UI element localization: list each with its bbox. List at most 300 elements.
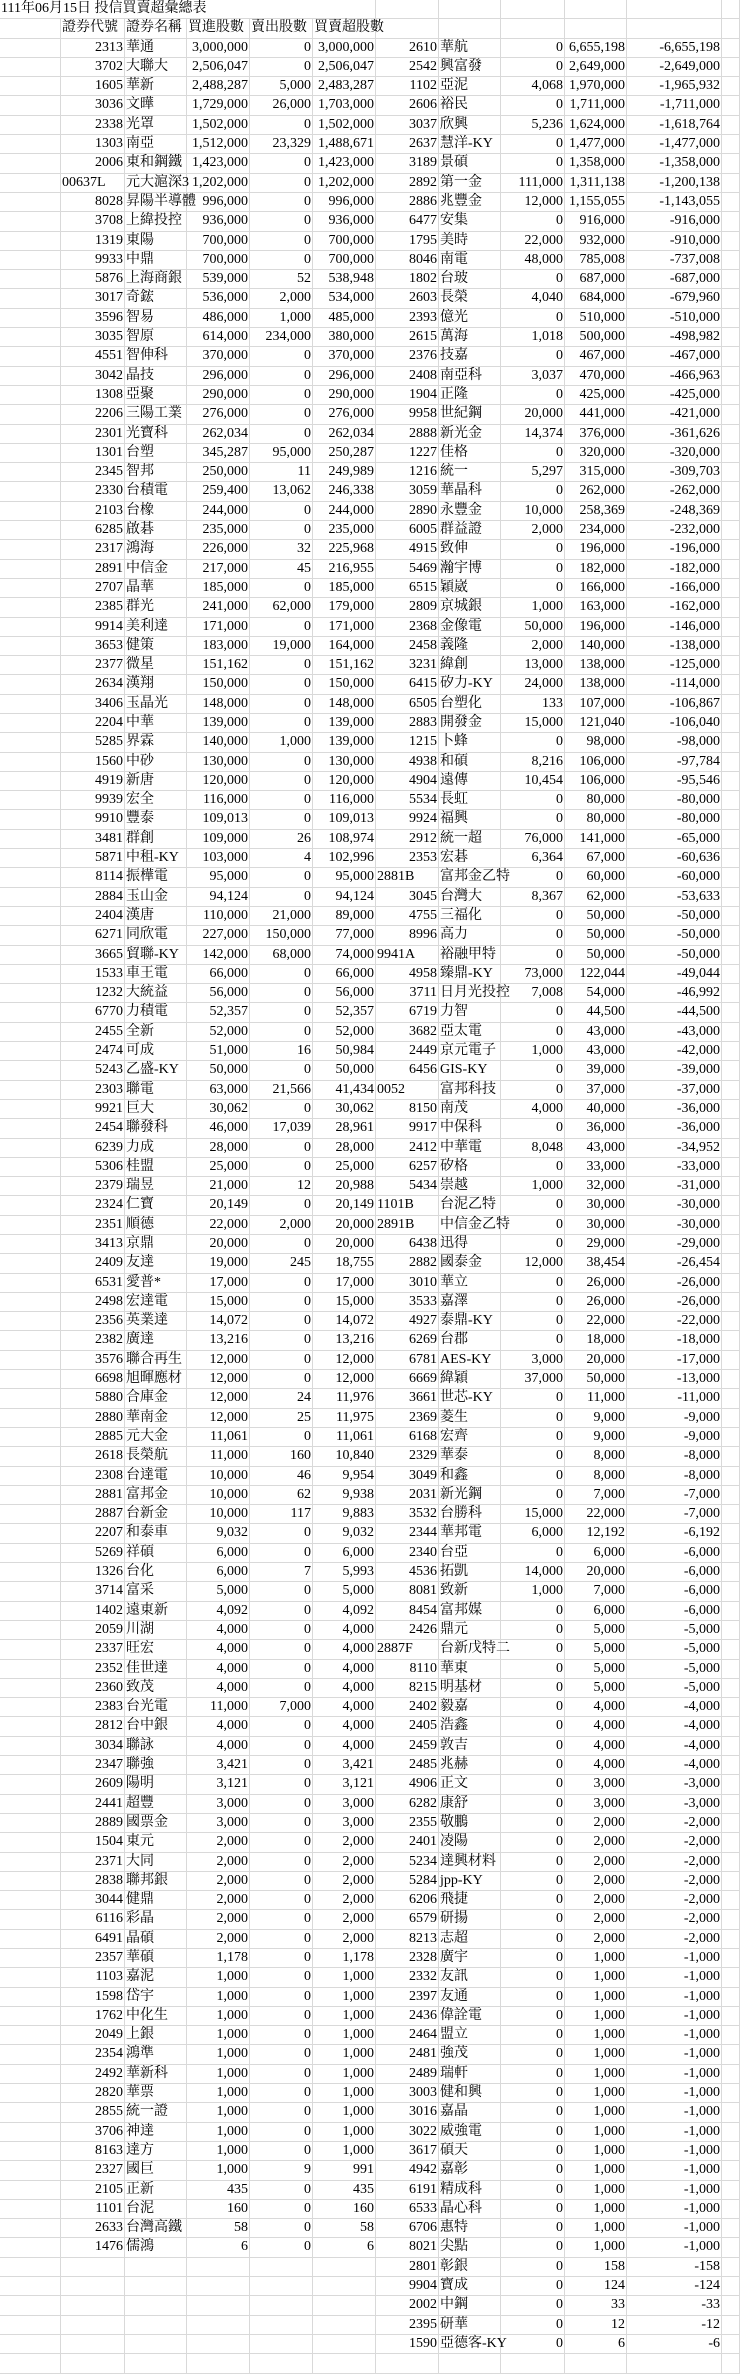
right-code-cell[interactable]: 2393 bbox=[376, 309, 439, 327]
empty-cell[interactable] bbox=[0, 1370, 61, 1388]
right-sell-cell[interactable]: 687,000 bbox=[565, 270, 627, 288]
empty-cell[interactable] bbox=[0, 965, 61, 983]
empty-cell[interactable] bbox=[722, 926, 740, 944]
left-buy-cell[interactable]: 20,149 bbox=[187, 1196, 250, 1214]
empty-cell[interactable] bbox=[722, 289, 740, 307]
right-name-cell[interactable]: 盟立 bbox=[439, 2026, 501, 2044]
left-buy-cell[interactable]: 1,512,000 bbox=[187, 135, 250, 153]
left-code-cell[interactable]: 2383 bbox=[61, 1698, 125, 1716]
empty-cell[interactable] bbox=[0, 58, 61, 76]
left-net-cell[interactable]: 11,975 bbox=[313, 1409, 376, 1427]
right-code-cell[interactable]: 1904 bbox=[376, 386, 439, 404]
left-code-cell[interactable]: 4551 bbox=[61, 347, 125, 365]
empty-cell[interactable] bbox=[0, 1061, 61, 1079]
empty-cell[interactable] bbox=[0, 656, 61, 674]
empty-cell[interactable] bbox=[125, 2354, 187, 2372]
right-name-cell[interactable]: 開發金 bbox=[439, 714, 501, 732]
left-sell-cell[interactable]: 0 bbox=[250, 425, 313, 443]
left-sell-cell[interactable]: 25 bbox=[250, 1409, 313, 1427]
left-net-cell[interactable]: 1,000 bbox=[313, 2026, 376, 2044]
empty-cell[interactable] bbox=[722, 1139, 740, 1157]
right-net-cell[interactable]: -425,000 bbox=[627, 386, 722, 404]
left-buy-cell[interactable]: 2,000 bbox=[187, 1833, 250, 1851]
right-code-cell[interactable]: 3003 bbox=[376, 2084, 439, 2102]
left-name-cell[interactable]: 南亞 bbox=[125, 135, 187, 153]
right-code-cell[interactable]: 6515 bbox=[376, 579, 439, 597]
left-net-cell[interactable]: 4,000 bbox=[313, 1640, 376, 1658]
empty-cell[interactable] bbox=[0, 1968, 61, 1986]
right-buy-cell[interactable]: 0 bbox=[501, 1602, 565, 1620]
empty-cell[interactable] bbox=[0, 1254, 61, 1272]
right-name-cell[interactable]: 拓凱 bbox=[439, 1563, 501, 1581]
left-buy-cell[interactable]: 12,000 bbox=[187, 1370, 250, 1388]
left-net-cell[interactable]: 20,000 bbox=[313, 1216, 376, 1234]
right-sell-cell[interactable]: 932,000 bbox=[565, 232, 627, 250]
left-sell-cell[interactable]: 0 bbox=[250, 1833, 313, 1851]
right-net-cell[interactable]: -26,000 bbox=[627, 1274, 722, 1292]
left-buy-cell[interactable]: 56,000 bbox=[187, 984, 250, 1002]
right-sell-cell[interactable]: 1,000 bbox=[565, 2238, 627, 2256]
right-code-cell[interactable]: 2606 bbox=[376, 96, 439, 114]
right-name-cell[interactable]: 致伸 bbox=[439, 540, 501, 558]
right-sell-cell[interactable]: 1,311,138 bbox=[565, 174, 627, 192]
left-code-cell[interactable]: 6531 bbox=[61, 1274, 125, 1292]
left-net-cell[interactable]: 244,000 bbox=[313, 502, 376, 520]
left-code-cell[interactable]: 2633 bbox=[61, 2219, 125, 2237]
left-code-cell[interactable]: 2498 bbox=[61, 1293, 125, 1311]
right-buy-cell[interactable]: 10,454 bbox=[501, 772, 565, 790]
right-name-cell[interactable]: 正文 bbox=[439, 1775, 501, 1793]
left-name-cell[interactable]: 京鼎 bbox=[125, 1235, 187, 1253]
left-buy-cell[interactable]: 95,000 bbox=[187, 868, 250, 886]
empty-cell[interactable] bbox=[565, 2354, 627, 2372]
right-name-cell[interactable]: 長虹 bbox=[439, 791, 501, 809]
left-net-cell[interactable]: 28,000 bbox=[313, 1139, 376, 1157]
empty-cell[interactable] bbox=[722, 1968, 740, 1986]
left-sell-cell[interactable]: 0 bbox=[250, 1853, 313, 1871]
empty-cell[interactable] bbox=[0, 1795, 61, 1813]
left-net-cell[interactable]: 95,000 bbox=[313, 868, 376, 886]
right-code-cell[interactable]: 2458 bbox=[376, 637, 439, 655]
right-net-cell[interactable]: -166,000 bbox=[627, 579, 722, 597]
left-buy-cell[interactable]: 160 bbox=[187, 2200, 250, 2218]
left-name-cell[interactable]: 和泰車 bbox=[125, 1524, 187, 1542]
right-buy-cell[interactable]: 0 bbox=[501, 2335, 565, 2353]
right-name-cell[interactable]: 宏碁 bbox=[439, 849, 501, 867]
right-buy-cell[interactable]: 111,000 bbox=[501, 174, 565, 192]
right-buy-cell[interactable]: 0 bbox=[501, 1968, 565, 1986]
empty-cell[interactable] bbox=[0, 1100, 61, 1118]
right-name-cell[interactable]: GIS-KY bbox=[439, 1061, 501, 1079]
right-net-cell[interactable]: -50,000 bbox=[627, 926, 722, 944]
empty-cell[interactable] bbox=[722, 502, 740, 520]
left-buy-cell[interactable]: 2,000 bbox=[187, 1891, 250, 1909]
empty-cell[interactable] bbox=[722, 1312, 740, 1330]
right-code-cell[interactable]: 3231 bbox=[376, 656, 439, 674]
right-net-cell[interactable]: -43,000 bbox=[627, 1023, 722, 1041]
right-code-cell[interactable]: 3682 bbox=[376, 1023, 439, 1041]
left-sell-cell[interactable]: 24 bbox=[250, 1389, 313, 1407]
left-code-cell[interactable]: 3044 bbox=[61, 1891, 125, 1909]
left-buy-cell[interactable]: 217,000 bbox=[187, 560, 250, 578]
right-sell-cell[interactable]: 510,000 bbox=[565, 309, 627, 327]
left-buy-cell[interactable]: 50,000 bbox=[187, 1061, 250, 1079]
right-sell-cell[interactable]: 684,000 bbox=[565, 289, 627, 307]
left-net-cell[interactable]: 139,000 bbox=[313, 733, 376, 751]
right-buy-cell[interactable]: 1,000 bbox=[501, 1042, 565, 1060]
empty-cell[interactable] bbox=[0, 1042, 61, 1060]
right-net-cell[interactable]: -97,784 bbox=[627, 753, 722, 771]
left-buy-cell[interactable]: 435 bbox=[187, 2181, 250, 2199]
right-name-cell[interactable]: 浩鑫 bbox=[439, 1717, 501, 1735]
right-sell-cell[interactable]: 6,655,198 bbox=[565, 39, 627, 57]
empty-cell[interactable] bbox=[722, 1254, 740, 1272]
right-name-cell[interactable]: 日月光投控 bbox=[439, 984, 501, 1002]
empty-cell[interactable] bbox=[376, 19, 439, 37]
empty-cell[interactable] bbox=[722, 1196, 740, 1214]
right-sell-cell[interactable]: 60,000 bbox=[565, 868, 627, 886]
right-sell-cell[interactable]: 1,000 bbox=[565, 1949, 627, 1967]
right-net-cell[interactable]: -1,000 bbox=[627, 2045, 722, 2063]
right-buy-cell[interactable]: 1,000 bbox=[501, 1582, 565, 1600]
right-buy-cell[interactable]: 3,000 bbox=[501, 1351, 565, 1369]
right-buy-cell[interactable]: 0 bbox=[501, 154, 565, 172]
right-name-cell[interactable]: 富邦科技 bbox=[439, 1081, 501, 1099]
left-net-cell[interactable]: 160 bbox=[313, 2200, 376, 2218]
right-net-cell[interactable]: -1,000 bbox=[627, 2065, 722, 2083]
left-sell-cell[interactable]: 0 bbox=[250, 2065, 313, 2083]
empty-cell[interactable] bbox=[0, 1486, 61, 1504]
left-name-cell[interactable]: 順德 bbox=[125, 1216, 187, 1234]
right-sell-cell[interactable]: 2,649,000 bbox=[565, 58, 627, 76]
left-net-cell[interactable]: 4,000 bbox=[313, 1717, 376, 1735]
right-code-cell[interactable]: 2344 bbox=[376, 1524, 439, 1542]
left-net-cell[interactable]: 991 bbox=[313, 2161, 376, 2179]
right-buy-cell[interactable]: 0 bbox=[501, 2026, 565, 2044]
left-code-cell[interactable]: 5285 bbox=[61, 733, 125, 751]
right-net-cell[interactable]: -2,000 bbox=[627, 1833, 722, 1851]
right-sell-cell[interactable]: 1,000 bbox=[565, 2065, 627, 2083]
right-name-cell[interactable]: 臻鼎-KY bbox=[439, 965, 501, 983]
empty-cell[interactable] bbox=[187, 2335, 250, 2353]
right-sell-cell[interactable]: 67,000 bbox=[565, 849, 627, 867]
left-net-cell[interactable]: 171,000 bbox=[313, 618, 376, 636]
right-name-cell[interactable]: 慧洋-KY bbox=[439, 135, 501, 153]
right-name-cell[interactable]: 第一金 bbox=[439, 174, 501, 192]
left-name-cell[interactable]: 可成 bbox=[125, 1042, 187, 1060]
right-net-cell[interactable]: -5,000 bbox=[627, 1679, 722, 1697]
left-name-cell[interactable]: 大統益 bbox=[125, 984, 187, 1002]
empty-cell[interactable] bbox=[0, 309, 61, 327]
left-sell-cell[interactable]: 45 bbox=[250, 560, 313, 578]
right-buy-cell[interactable]: 0 bbox=[501, 1872, 565, 1890]
left-net-cell[interactable]: 2,000 bbox=[313, 1910, 376, 1928]
left-net-cell[interactable]: 3,121 bbox=[313, 1775, 376, 1793]
right-sell-cell[interactable]: 2,000 bbox=[565, 1930, 627, 1948]
left-sell-cell[interactable]: 17,039 bbox=[250, 1119, 313, 1137]
right-net-cell[interactable]: -22,000 bbox=[627, 1312, 722, 1330]
left-sell-cell[interactable]: 0 bbox=[250, 965, 313, 983]
right-name-cell[interactable]: 華東 bbox=[439, 1660, 501, 1678]
right-code-cell[interactable]: 4904 bbox=[376, 772, 439, 790]
right-code-cell[interactable]: 2459 bbox=[376, 1737, 439, 1755]
right-sell-cell[interactable]: 1,358,000 bbox=[565, 154, 627, 172]
right-buy-cell[interactable]: 0 bbox=[501, 2161, 565, 2179]
empty-cell[interactable] bbox=[0, 810, 61, 828]
right-net-cell[interactable]: -50,000 bbox=[627, 946, 722, 964]
right-code-cell[interactable]: 2886 bbox=[376, 193, 439, 211]
left-net-cell[interactable]: 6,000 bbox=[313, 1544, 376, 1562]
left-buy-cell[interactable]: 1,000 bbox=[187, 2065, 250, 2083]
empty-cell[interactable] bbox=[187, 2258, 250, 2276]
right-code-cell[interactable]: 2405 bbox=[376, 1717, 439, 1735]
right-name-cell[interactable]: 瀚宇博 bbox=[439, 560, 501, 578]
right-name-cell[interactable]: 中保科 bbox=[439, 1119, 501, 1137]
empty-cell[interactable] bbox=[0, 1312, 61, 1330]
left-net-cell[interactable]: 66,000 bbox=[313, 965, 376, 983]
left-net-cell[interactable]: 13,216 bbox=[313, 1331, 376, 1349]
empty-cell[interactable] bbox=[0, 386, 61, 404]
empty-cell[interactable] bbox=[0, 1833, 61, 1851]
empty-cell[interactable] bbox=[0, 618, 61, 636]
left-buy-cell[interactable]: 700,000 bbox=[187, 232, 250, 250]
empty-cell[interactable] bbox=[722, 77, 740, 95]
right-net-cell[interactable]: -2,000 bbox=[627, 1853, 722, 1871]
right-sell-cell[interactable]: 258,369 bbox=[565, 502, 627, 520]
right-buy-cell[interactable]: 0 bbox=[501, 560, 565, 578]
left-buy-cell[interactable]: 148,000 bbox=[187, 695, 250, 713]
right-code-cell[interactable]: 2481 bbox=[376, 2045, 439, 2063]
right-name-cell[interactable]: 碩天 bbox=[439, 2142, 501, 2160]
left-code-cell[interactable]: 00637L bbox=[61, 174, 125, 192]
left-net-cell[interactable]: 12,000 bbox=[313, 1370, 376, 1388]
right-sell-cell[interactable]: 106,000 bbox=[565, 753, 627, 771]
right-code-cell[interactable]: 8996 bbox=[376, 926, 439, 944]
left-net-cell[interactable]: 52,000 bbox=[313, 1023, 376, 1041]
right-code-cell[interactable]: 3037 bbox=[376, 116, 439, 134]
left-name-cell[interactable]: 聯合再生 bbox=[125, 1351, 187, 1369]
right-net-cell[interactable]: -6,192 bbox=[627, 1524, 722, 1542]
right-net-cell[interactable]: -2,000 bbox=[627, 1872, 722, 1890]
right-buy-cell[interactable]: 10,000 bbox=[501, 502, 565, 520]
right-sell-cell[interactable]: 33 bbox=[565, 2296, 627, 2314]
left-code-cell[interactable]: 6491 bbox=[61, 1930, 125, 1948]
left-net-cell[interactable]: 56,000 bbox=[313, 984, 376, 1002]
left-buy-cell[interactable]: 185,000 bbox=[187, 579, 250, 597]
left-net-cell[interactable]: 1,202,000 bbox=[313, 174, 376, 192]
empty-cell[interactable] bbox=[0, 174, 61, 192]
left-sell-cell[interactable]: 0 bbox=[250, 367, 313, 385]
right-sell-cell[interactable]: 320,000 bbox=[565, 444, 627, 462]
empty-cell[interactable] bbox=[722, 2142, 740, 2160]
right-net-cell[interactable]: -13,000 bbox=[627, 1370, 722, 1388]
left-buy-cell[interactable]: 140,000 bbox=[187, 733, 250, 751]
empty-cell[interactable] bbox=[722, 1081, 740, 1099]
left-code-cell[interactable]: 1319 bbox=[61, 232, 125, 250]
left-buy-cell[interactable]: 11,061 bbox=[187, 1428, 250, 1446]
right-net-cell[interactable]: -1,000 bbox=[627, 2084, 722, 2102]
left-code-cell[interactable]: 3042 bbox=[61, 367, 125, 385]
right-sell-cell[interactable]: 2,000 bbox=[565, 1853, 627, 1871]
right-name-cell[interactable]: 偉詮電 bbox=[439, 2007, 501, 2025]
left-buy-cell[interactable]: 94,124 bbox=[187, 888, 250, 906]
right-sell-cell[interactable]: 36,000 bbox=[565, 1119, 627, 1137]
empty-cell[interactable] bbox=[722, 2007, 740, 2025]
left-buy-cell[interactable]: 227,000 bbox=[187, 926, 250, 944]
left-buy-cell[interactable]: 1,000 bbox=[187, 1968, 250, 1986]
left-buy-cell[interactable]: 12,000 bbox=[187, 1389, 250, 1407]
left-name-cell[interactable]: 車王電 bbox=[125, 965, 187, 983]
left-code-cell[interactable]: 2885 bbox=[61, 1428, 125, 1446]
left-code-cell[interactable]: 3017 bbox=[61, 289, 125, 307]
left-name-cell[interactable]: 聯詠 bbox=[125, 1737, 187, 1755]
right-buy-cell[interactable]: 0 bbox=[501, 2277, 565, 2295]
left-sell-cell[interactable]: 0 bbox=[250, 1023, 313, 1041]
empty-cell[interactable] bbox=[0, 1544, 61, 1562]
right-buy-cell[interactable]: 13,000 bbox=[501, 656, 565, 674]
right-buy-cell[interactable]: 0 bbox=[501, 1235, 565, 1253]
left-sell-cell[interactable]: 0 bbox=[250, 154, 313, 172]
left-name-cell[interactable]: 鴻準 bbox=[125, 2045, 187, 2063]
left-buy-cell[interactable]: 4,000 bbox=[187, 1679, 250, 1697]
right-sell-cell[interactable]: 1,000 bbox=[565, 2084, 627, 2102]
right-sell-cell[interactable]: 1,155,055 bbox=[565, 193, 627, 211]
left-buy-cell[interactable]: 1,202,000 bbox=[187, 174, 250, 192]
empty-cell[interactable] bbox=[313, 2335, 376, 2353]
left-net-cell[interactable]: 3,421 bbox=[313, 1756, 376, 1774]
empty-cell[interactable] bbox=[0, 695, 61, 713]
right-net-cell[interactable]: -33,000 bbox=[627, 1158, 722, 1176]
left-code-cell[interactable]: 9939 bbox=[61, 791, 125, 809]
left-name-cell[interactable]: 中信金 bbox=[125, 560, 187, 578]
right-name-cell[interactable]: 健和興 bbox=[439, 2084, 501, 2102]
empty-cell[interactable] bbox=[0, 2103, 61, 2121]
right-buy-cell[interactable]: 22,000 bbox=[501, 232, 565, 250]
left-code-cell[interactable]: 2379 bbox=[61, 1177, 125, 1195]
right-sell-cell[interactable]: 1,477,000 bbox=[565, 135, 627, 153]
empty-cell[interactable] bbox=[0, 849, 61, 867]
empty-cell[interactable] bbox=[722, 2200, 740, 2218]
empty-cell[interactable] bbox=[722, 1447, 740, 1465]
left-buy-cell[interactable]: 12,000 bbox=[187, 1409, 250, 1427]
left-buy-cell[interactable]: 17,000 bbox=[187, 1274, 250, 1292]
right-name-cell[interactable]: 美時 bbox=[439, 232, 501, 250]
left-sell-cell[interactable]: 0 bbox=[250, 1872, 313, 1890]
empty-cell[interactable] bbox=[0, 1293, 61, 1311]
right-net-cell[interactable]: -7,000 bbox=[627, 1486, 722, 1504]
right-code-cell[interactable]: 6719 bbox=[376, 1003, 439, 1021]
left-sell-cell[interactable]: 0 bbox=[250, 2123, 313, 2141]
right-sell-cell[interactable]: 158 bbox=[565, 2258, 627, 2276]
right-name-cell[interactable]: 強茂 bbox=[439, 2045, 501, 2063]
empty-cell[interactable] bbox=[0, 984, 61, 1002]
right-sell-cell[interactable]: 22,000 bbox=[565, 1312, 627, 1330]
right-buy-cell[interactable]: 73,000 bbox=[501, 965, 565, 983]
left-net-cell[interactable]: 1,703,000 bbox=[313, 96, 376, 114]
right-name-cell[interactable]: 華泰 bbox=[439, 1447, 501, 1465]
right-code-cell[interactable]: 2340 bbox=[376, 1544, 439, 1562]
left-code-cell[interactable]: 2103 bbox=[61, 502, 125, 520]
right-name-cell[interactable]: 正隆 bbox=[439, 386, 501, 404]
right-name-cell[interactable]: 亞太電 bbox=[439, 1023, 501, 1041]
empty-cell[interactable] bbox=[313, 2354, 376, 2372]
left-buy-cell[interactable]: 4,000 bbox=[187, 1717, 250, 1735]
right-net-cell[interactable]: -910,000 bbox=[627, 232, 722, 250]
left-buy-cell[interactable]: 10,000 bbox=[187, 1467, 250, 1485]
left-code-cell[interactable]: 2371 bbox=[61, 1853, 125, 1871]
right-net-cell[interactable]: -30,000 bbox=[627, 1196, 722, 1214]
empty-cell[interactable] bbox=[722, 1370, 740, 1388]
left-net-cell[interactable]: 12,000 bbox=[313, 1351, 376, 1369]
right-buy-cell[interactable]: 12,000 bbox=[501, 193, 565, 211]
right-code-cell[interactable]: 4927 bbox=[376, 1312, 439, 1330]
left-code-cell[interactable]: 9921 bbox=[61, 1100, 125, 1118]
left-net-cell[interactable]: 109,013 bbox=[313, 810, 376, 828]
left-name-cell[interactable]: 中租-KY bbox=[125, 849, 187, 867]
left-net-cell[interactable]: 148,000 bbox=[313, 695, 376, 713]
left-name-cell[interactable]: 健策 bbox=[125, 637, 187, 655]
left-code-cell[interactable]: 3665 bbox=[61, 946, 125, 964]
right-name-cell[interactable]: 福興 bbox=[439, 810, 501, 828]
left-sell-cell[interactable]: 0 bbox=[250, 579, 313, 597]
empty-cell[interactable] bbox=[722, 309, 740, 327]
right-net-cell[interactable]: -60,636 bbox=[627, 849, 722, 867]
left-buy-cell[interactable]: 21,000 bbox=[187, 1177, 250, 1195]
empty-cell[interactable] bbox=[722, 637, 740, 655]
left-sell-cell[interactable]: 0 bbox=[250, 1660, 313, 1678]
empty-cell[interactable] bbox=[722, 791, 740, 809]
left-code-cell[interactable]: 1301 bbox=[61, 444, 125, 462]
right-code-cell[interactable]: 2485 bbox=[376, 1756, 439, 1774]
left-sell-cell[interactable]: 0 bbox=[250, 1775, 313, 1793]
empty-cell[interactable] bbox=[722, 1853, 740, 1871]
left-name-cell[interactable]: 力積電 bbox=[125, 1003, 187, 1021]
right-name-cell[interactable]: 晶心科 bbox=[439, 2200, 501, 2218]
left-buy-cell[interactable]: 936,000 bbox=[187, 212, 250, 230]
right-name-cell[interactable]: 華邦電 bbox=[439, 1524, 501, 1542]
right-buy-cell[interactable]: 5,297 bbox=[501, 463, 565, 481]
left-sell-cell[interactable]: 46 bbox=[250, 1467, 313, 1485]
right-buy-cell[interactable]: 0 bbox=[501, 1756, 565, 1774]
left-code-cell[interactable]: 1232 bbox=[61, 984, 125, 1002]
left-name-cell[interactable]: 台達電 bbox=[125, 1467, 187, 1485]
left-net-cell[interactable]: 1,000 bbox=[313, 2065, 376, 2083]
right-name-cell[interactable]: 威強電 bbox=[439, 2123, 501, 2141]
empty-cell[interactable] bbox=[722, 1621, 740, 1639]
left-code-cell[interactable]: 1308 bbox=[61, 386, 125, 404]
left-buy-cell[interactable]: 52,357 bbox=[187, 1003, 250, 1021]
left-sell-cell[interactable]: 4 bbox=[250, 849, 313, 867]
right-code-cell[interactable]: 3059 bbox=[376, 482, 439, 500]
left-net-cell[interactable]: 2,000 bbox=[313, 1891, 376, 1909]
right-net-cell[interactable]: -106,040 bbox=[627, 714, 722, 732]
left-sell-cell[interactable]: 7,000 bbox=[250, 1698, 313, 1716]
empty-cell[interactable] bbox=[187, 2354, 250, 2372]
right-name-cell[interactable]: 明基材 bbox=[439, 1679, 501, 1697]
right-buy-cell[interactable]: 0 bbox=[501, 946, 565, 964]
right-sell-cell[interactable]: 62,000 bbox=[565, 888, 627, 906]
left-code-cell[interactable]: 2303 bbox=[61, 1081, 125, 1099]
left-code-cell[interactable]: 6285 bbox=[61, 521, 125, 539]
left-net-cell[interactable]: 936,000 bbox=[313, 212, 376, 230]
right-code-cell[interactable]: 3533 bbox=[376, 1293, 439, 1311]
right-name-cell[interactable]: 永豐金 bbox=[439, 502, 501, 520]
right-code-cell[interactable]: 3617 bbox=[376, 2142, 439, 2160]
left-code-cell[interactable]: 2609 bbox=[61, 1775, 125, 1793]
left-buy-cell[interactable]: 11,000 bbox=[187, 1698, 250, 1716]
left-sell-cell[interactable]: 32 bbox=[250, 540, 313, 558]
left-code-cell[interactable]: 2347 bbox=[61, 1756, 125, 1774]
